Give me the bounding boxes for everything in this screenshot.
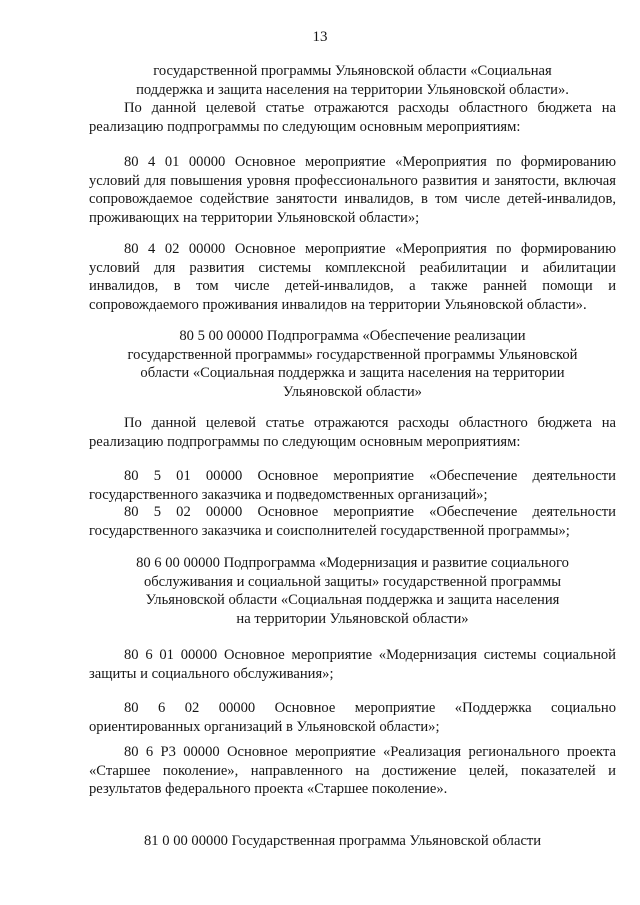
subprogram-heading-80-5: [89, 327, 616, 401]
program-title-line-2: поддержка и защита населения на территории Ульяновской области».: [136, 81, 569, 98]
paragraph-expenses-intro-2: По данной целевой статье отражаются расходы областного бюджета на реализацию подпрограммы по следующим основным мероприятиям:: [89, 415, 616, 450]
program-title-line-1: государственной программы Ульяновской области «Социальная: [153, 63, 552, 79]
program-heading-81: 81 0 00 00000 Государственная программа Ульяновской области: [144, 833, 542, 849]
paragraph-expenses-intro-1: По данной целевой статье отражаются расходы областного бюджета на реализацию подпрограммы по следующим основным мероприятиям:: [89, 100, 616, 135]
page-number: 13: [312, 29, 328, 45]
subprogram-heading-80-6: [89, 554, 616, 628]
subprogram-heading-80-5-line-2: государственной программы» государственной программы Ульяновской: [127, 346, 578, 363]
paragraph-measure-80-6-02: 80 6 02 00000 Основное мероприятие «Поддержка социально ориентированных организаций в Ульяновской области»;: [89, 700, 616, 735]
subprogram-heading-80-5-line-3: области «Социальная поддержка и защита населения на территории: [140, 365, 565, 381]
paragraph-measure-80-5-02: 80 5 02 00000 Основное мероприятие «Обеспечение деятельности государственного заказчика и соисполнителей государственной программы»;: [89, 504, 616, 539]
subprogram-heading-80-5-line-4: Ульяновской области»: [283, 383, 422, 400]
program-title-continuation: [89, 62, 616, 99]
paragraph-measure-80-6-p3: 80 6 P3 00000 Основное мероприятие «Реализация регионального проекта «Старшее поколение», направленного на достижение целей, показателей и результатов федерального проекта «Старшее поколение».: [89, 744, 616, 797]
paragraph-measure-80-4-01: 80 4 01 00000 Основное мероприятие «Мероприятия по формированию условий для повышения уровня профессионального развития и занятости, включая сопровождаемое содействие занятости инвалидов, в том числе детей-инвалидов, проживающих на территории Ульяновской области»;: [89, 154, 616, 226]
subprogram-heading-80-6-line-3: Ульяновской области «Социальная поддержка и защита населения: [145, 592, 560, 608]
subprogram-heading-80-6-line-1: 80 6 00 00000 Подпрограмма «Модернизация и развитие социального: [136, 555, 569, 571]
subprogram-heading-80-6-line-4: на территории Ульяновской области»: [236, 610, 469, 627]
paragraph-measure-80-5-01: 80 5 01 00000 Основное мероприятие «Обеспечение деятельности государственного заказчика и подведомственных организаций»;: [89, 468, 616, 503]
subprogram-heading-80-5-line-1: 80 5 00 00000 Подпрограмма «Обеспечение реализации: [179, 328, 526, 344]
paragraph-measure-80-6-01: 80 6 01 00000 Основное мероприятие «Модернизация системы социальной защиты и социального обслуживания»;: [89, 647, 616, 682]
subprogram-heading-80-6-line-2: обслуживания и социальной защиты» государственной программы: [143, 573, 562, 590]
paragraph-measure-80-4-02: 80 4 02 00000 Основное мероприятие «Мероприятия по формированию условий для развития системы комплексной реабилитации и абилитации инвалидов, в том числе детей-инвалидов, а также ранней помощи и сопровождаемого проживания инвалидов на территории Ульяновской области».: [89, 241, 616, 313]
